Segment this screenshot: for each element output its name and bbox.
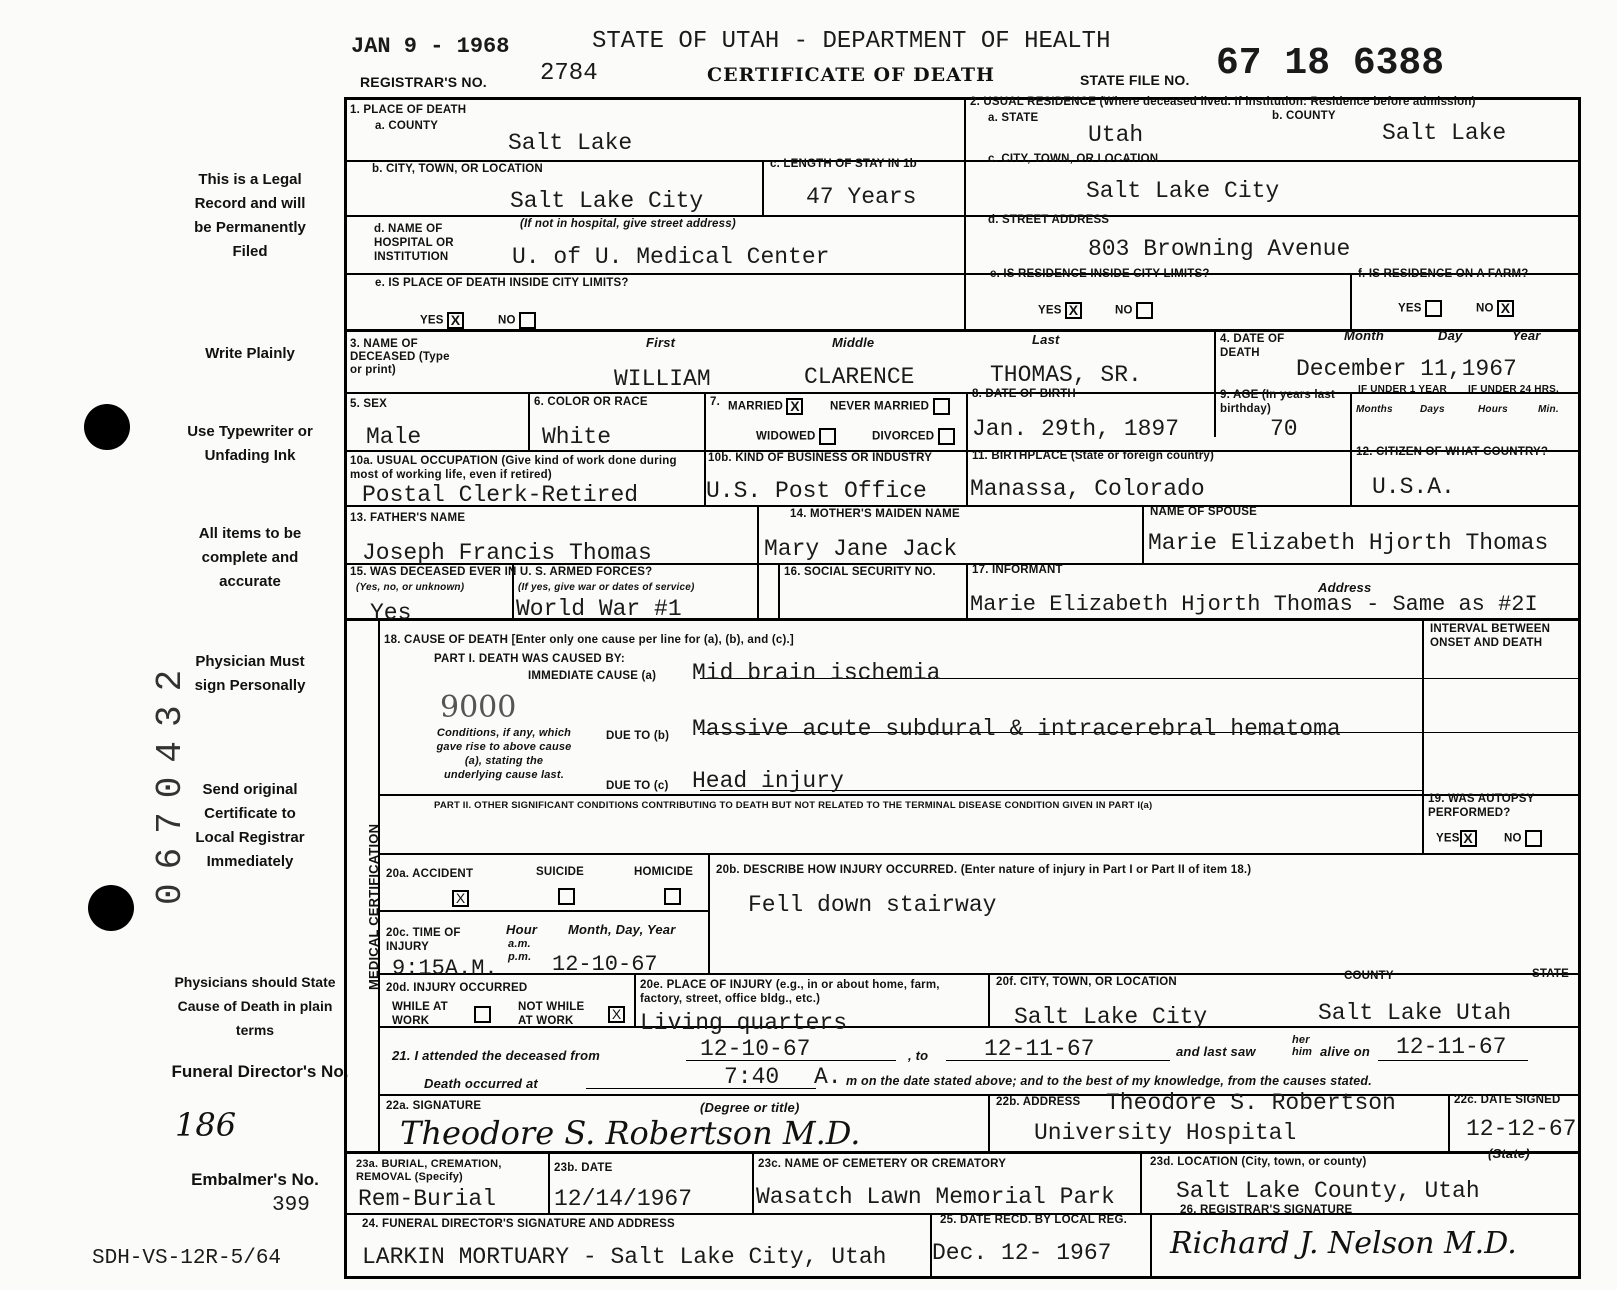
res-state: Utah xyxy=(1088,122,1144,148)
degree-label: (Degree or title) xyxy=(700,1100,800,1115)
address-22b-label: 22b. ADDRESS xyxy=(996,1096,1081,1108)
day-label: Day xyxy=(1438,328,1463,343)
year-label: Year xyxy=(1512,328,1541,343)
age-label: 9. AGE (In years last birthday) xyxy=(1220,389,1335,415)
hospital-hint: (If not in hospital, give street address) xyxy=(520,218,736,230)
first-name: WILLIAM xyxy=(614,366,711,392)
physician-signature: Theodore S. Robertson M.D. xyxy=(400,1114,861,1152)
am-pm-label: a.m. p.m. xyxy=(508,938,532,963)
registrar-no: 2784 xyxy=(540,60,598,87)
county-label: a. COUNTY xyxy=(375,120,439,132)
last-name: THOMAS, SR. xyxy=(990,362,1142,388)
mother-name: Mary Jane Jack xyxy=(764,536,958,562)
cemetery-label: 23c. NAME OF CEMETERY OR CREMATORY xyxy=(758,1158,1007,1170)
write-plainly-note: Write Plainly xyxy=(205,345,295,362)
punch-hole-bottom xyxy=(88,885,134,931)
occupation-label: 10a. USUAL OCCUPATION (Give kind of work done during most of working life, even if retired) xyxy=(350,455,677,481)
agency-title: STATE OF UTAH - DEPARTMENT OF HEALTH xyxy=(592,28,1111,55)
physician-sign-note: Physician Must sign Personally xyxy=(194,653,306,694)
hours-label: Hours xyxy=(1478,404,1508,415)
describe-injury-label: 20b. DESCRIBE HOW INJURY OCCURRED. (Enter nature of injury in Part I or Part II of item 18.) xyxy=(716,864,1252,876)
widowed-option[interactable]: WIDOWED xyxy=(756,428,836,445)
cause-a: Mid brain ischemia xyxy=(692,660,941,686)
months-label: Months xyxy=(1356,404,1393,415)
sex-label: 5. SEX xyxy=(350,398,387,410)
autopsy-no[interactable]: NO xyxy=(1504,830,1542,847)
funeral-director-label: Funeral Director's No. xyxy=(171,1062,349,1081)
funeral-home: LARKIN MORTUARY - Salt Lake City, Utah xyxy=(362,1244,887,1270)
accident-checkbox[interactable]: X xyxy=(452,890,469,908)
date-of-birth: Jan. 29th, 1897 xyxy=(972,416,1180,442)
inside-city-label: e. IS PLACE OF DEATH INSIDE CITY LIMITS? xyxy=(375,277,629,289)
typewriter-note: Use Typewriter or Unfading Ink xyxy=(187,423,313,464)
location-label: 23d. LOCATION (City, town, or county) xyxy=(1150,1156,1367,1168)
death-county: Salt Lake xyxy=(508,130,633,156)
inside-city-yes[interactable]: YES X xyxy=(420,312,464,329)
birthplace-label: 11. BIRTHPLACE (State or foreign country) xyxy=(972,450,1215,462)
date-of-injury: 12-10-67 xyxy=(552,952,658,977)
under-24-label: IF UNDER 24 HRS. xyxy=(1468,384,1559,395)
res-inside-no[interactable]: NO xyxy=(1115,302,1153,319)
injury-county-state: Salt Lake Utah xyxy=(1318,1000,1512,1026)
handwritten-code: 9000 xyxy=(440,690,517,725)
on-date-statement: m on the date stated above; and to the best of my knowledge, from the causes stated. xyxy=(846,1074,1372,1088)
homicide-checkbox[interactable] xyxy=(664,888,681,906)
under-1yr-label: IF UNDER 1 YEAR xyxy=(1358,384,1447,395)
signature-label: 22a. SIGNATURE xyxy=(386,1100,482,1112)
race: White xyxy=(542,424,612,450)
attended-to: 12-11-67 xyxy=(984,1036,1095,1062)
cause-c: Head injury xyxy=(692,768,844,794)
attended-label: 21. I attended the deceased from xyxy=(392,1048,600,1063)
time-of-injury: 9:15A.M. xyxy=(392,956,498,981)
race-label: 6. COLOR OR RACE xyxy=(534,396,648,408)
first-label: First xyxy=(646,335,676,350)
state-paren-label: (State) xyxy=(1488,1146,1530,1161)
physician-address: University Hospital xyxy=(1034,1120,1297,1146)
suicide-label: SUICIDE xyxy=(536,866,585,878)
not-while-work-checkbox[interactable]: X xyxy=(608,1006,625,1024)
immediate-cause-label: IMMEDIATE CAUSE (a) xyxy=(528,670,657,682)
to-label: , to xyxy=(908,1048,929,1063)
attended-from: 12-10-67 xyxy=(700,1036,811,1062)
injury-description: Fell down stairway xyxy=(748,892,997,918)
due-to-c-label: DUE TO (c) xyxy=(606,780,669,792)
punch-hole-top xyxy=(84,404,130,450)
send-original-note: Send original Certificate to Local Registrar Immediately xyxy=(195,781,305,870)
occupation: Postal Clerk-Retired xyxy=(362,482,639,508)
injury-city: Salt Lake City xyxy=(1014,1004,1208,1030)
hospital-name: U. of U. Medical Center xyxy=(512,244,830,270)
injury-state-label: STATE xyxy=(1532,968,1569,980)
inside-city-no[interactable]: NO xyxy=(498,312,536,329)
physician-name: Theodore S. Robertson xyxy=(1106,1090,1396,1116)
middle-name: CLARENCE xyxy=(804,364,915,390)
days-label: Days xyxy=(1420,404,1445,415)
due-to-b-label: DUE TO (b) xyxy=(606,730,670,742)
funeral-director-sig-label: 24. FUNERAL DIRECTOR'S SIGNATURE AND ADDRESS xyxy=(362,1218,675,1230)
date-signed: 12-12-67 xyxy=(1466,1116,1577,1142)
city-label: b. CITY, TOWN, OR LOCATION xyxy=(372,163,543,175)
her-him-label: her him xyxy=(1292,1034,1313,1058)
dob-label: 8. DATE OF BIRTH xyxy=(972,388,1076,400)
father-name: Joseph Francis Thomas xyxy=(362,540,652,566)
registrar-no-label: REGISTRAR'S NO. xyxy=(360,74,487,90)
mdy-label: Month, Day, Year xyxy=(568,922,676,937)
burial-date-label: 23b. DATE xyxy=(554,1162,613,1174)
death-time: 7:40 xyxy=(724,1064,780,1090)
embalmer-no: 399 xyxy=(272,1194,310,1217)
form-code: SDH-VS-12R-5/64 xyxy=(92,1247,282,1270)
death-ampm: A. xyxy=(814,1064,842,1090)
street-label: d. STREET ADDRESS xyxy=(988,214,1110,226)
complete-note: All items to be complete and accurate xyxy=(198,525,302,590)
state-file-no: 67 18 6388 xyxy=(1216,42,1445,85)
date-recd-label: 25. DATE RECD. BY LOCAL REG. xyxy=(940,1214,1128,1226)
document-title: CERTIFICATE OF DEATH xyxy=(707,64,995,86)
interval-label: INTERVAL BETWEEN ONSET AND DEATH xyxy=(1430,623,1551,649)
embalmer-label: Embalmer's No. xyxy=(191,1170,319,1189)
conditions-note: Conditions, if any, which gave rise to above cause (a), stating the underlying cause last. xyxy=(436,727,572,781)
not-while-work-label: NOT WHILE AT WORK xyxy=(518,1001,585,1027)
date-received: Dec. 12- 1967 xyxy=(932,1240,1112,1266)
part2-label: PART II. OTHER SIGNIFICANT CONDITIONS CONTRIBUTING TO DEATH BUT NOT RELATED TO THE TERMINAL DISEASE CONDITION GIVEN IN PART I(a) xyxy=(434,800,1153,811)
res-county-label: b. COUNTY xyxy=(1272,110,1336,122)
war-service: World War #1 xyxy=(516,596,682,622)
sex: Male xyxy=(366,424,422,450)
burial-date: 12/14/1967 xyxy=(554,1186,693,1212)
received-stamp: JAN 9 - 1968 xyxy=(351,34,510,59)
min-label: Min. xyxy=(1538,404,1559,415)
business-label: 10b. KIND OF BUSINESS OR INDUSTRY xyxy=(708,452,933,464)
middle-label: Middle xyxy=(832,335,875,350)
birthplace: Manassa, Colorado xyxy=(970,476,1205,502)
farm-label: f. IS RESIDENCE ON A FARM? xyxy=(1358,268,1529,280)
death-city: Salt Lake City xyxy=(510,188,704,214)
citizen: U.S.A. xyxy=(1372,474,1455,500)
res-inside-label: e. IS RESIDENCE INSIDE CITY LIMITS? xyxy=(990,268,1210,280)
part1-label: PART I. DEATH WAS CAUSED BY: xyxy=(434,653,625,665)
ssn-label: 16. SOCIAL SECURITY NO. xyxy=(784,566,936,578)
usual-residence-label: 2. USUAL RESIDENCE (Where deceased lived. If institution: Residence before admission) xyxy=(970,96,1476,108)
while-work-checkbox[interactable] xyxy=(474,1006,491,1024)
res-county: Salt Lake xyxy=(1382,120,1507,146)
res-city: Salt Lake City xyxy=(1086,178,1280,204)
injury-city-label: 20f. CITY, TOWN, OR LOCATION xyxy=(996,976,1177,988)
armed-hint-2: (If yes, give war or dates of service) xyxy=(518,582,695,593)
res-city-label: c. CITY, TOWN, OR LOCATION xyxy=(988,153,1159,165)
injury-county-label: COUNTY xyxy=(1344,970,1394,982)
length-stay-label: c. LENGTH OF STAY IN 1b xyxy=(770,158,917,170)
never-married-option[interactable]: NEVER MARRIED xyxy=(830,398,950,415)
mother-label: 14. MOTHER'S MAIDEN NAME xyxy=(790,508,960,520)
cause-label: 18. CAUSE OF DEATH [Enter only one cause per line for (a), (b), and (c).] xyxy=(384,634,794,646)
hour-label: Hour xyxy=(506,922,538,937)
place-injury-label: 20e. PLACE OF INJURY (e.g., in or about home, farm, factory, street, office bldg., etc.) xyxy=(640,979,940,1005)
informant-label: 17. INFORMANT xyxy=(972,564,1063,576)
accident-label: 20a. ACCIDENT xyxy=(386,868,474,880)
cause-plain-note: Physicians should State Cause of Death in plain terms xyxy=(174,974,336,1038)
funeral-director-no: 186 xyxy=(175,1106,237,1144)
time-injury-label: 20c. TIME OF INJURY xyxy=(386,927,461,953)
injury-occurred-label: 20d. INJURY OCCURRED xyxy=(386,982,528,994)
burial-location: Salt Lake County, Utah xyxy=(1176,1178,1480,1204)
length-stay: 47 Years xyxy=(806,184,917,210)
date-signed-label: 22c. DATE SIGNED xyxy=(1454,1094,1561,1106)
date-of-death: December 11,1967 xyxy=(1296,356,1517,382)
married-option[interactable]: MARRIED X xyxy=(728,398,803,415)
divorced-option[interactable]: DIVORCED xyxy=(872,428,955,445)
armed-forces-label: 15. WAS DECEASED EVER IN U. S. ARMED FORCES? xyxy=(350,566,653,578)
spouse-name: Marie Elizabeth Hjorth Thomas xyxy=(1148,530,1549,556)
res-inside-yes[interactable]: YES X xyxy=(1038,302,1082,319)
registrar-signature: Richard J. Nelson M.D. xyxy=(1170,1226,1517,1261)
age: 70 xyxy=(1270,416,1298,442)
street-address: 803 Browning Avenue xyxy=(1088,236,1351,262)
spouse-label: NAME OF SPOUSE xyxy=(1150,506,1257,518)
suicide-checkbox[interactable] xyxy=(558,888,575,906)
cemetery: Wasatch Lawn Memorial Park xyxy=(756,1184,1115,1210)
armed-hint-1: (Yes, no, or unknown) xyxy=(356,582,465,593)
place-of-injury: Living quarters xyxy=(640,1010,848,1036)
armed-forces: Yes xyxy=(370,600,412,626)
informant: Marie Elizabeth Hjorth Thomas - Same as #2I xyxy=(970,592,1538,617)
last-label: Last xyxy=(1032,332,1060,347)
autopsy-label: 19. WAS AUTOPSY PERFORMED? xyxy=(1428,793,1535,819)
business: U.S. Post Office xyxy=(706,478,927,504)
burial-label: 23a. BURIAL, CREMATION, REMOVAL (Specify) xyxy=(356,1158,502,1183)
legal-record-note: This is a Legal Record and will be Permanently Filed xyxy=(194,171,306,260)
farm-no[interactable]: NO X xyxy=(1476,300,1514,317)
autopsy-yes[interactable]: YES X xyxy=(1436,830,1477,847)
alive-on-label: alive on xyxy=(1320,1044,1371,1059)
while-work-label: WHILE AT WORK xyxy=(392,1001,448,1027)
citizen-label: 12. CITIZEN OF WHAT COUNTRY? xyxy=(1356,446,1549,458)
informant-address-label: Address xyxy=(1318,580,1372,595)
homicide-label: HOMICIDE xyxy=(634,866,694,878)
last-saw-label: and last saw xyxy=(1176,1044,1256,1059)
alive-on: 12-11-67 xyxy=(1396,1034,1507,1060)
month-label: Month xyxy=(1344,328,1384,343)
father-label: 13. FATHER'S NAME xyxy=(350,512,466,524)
cause-b: Massive acute subdural & intracerebral hematoma xyxy=(692,716,1341,742)
farm-yes[interactable]: YES xyxy=(1398,300,1442,317)
burial-type: Rem-Burial xyxy=(358,1186,497,1212)
name-deceased-label: 3. NAME OF DECEASED (Type or print) xyxy=(350,338,450,376)
registrar-sig-label: 26. REGISTRAR'S SIGNATURE xyxy=(1180,1204,1353,1216)
death-occurred-label: Death occurred at xyxy=(424,1076,538,1091)
date-death-label: 4. DATE OF DEATH xyxy=(1220,333,1285,359)
res-state-label: a. STATE xyxy=(988,112,1039,124)
state-file-label: STATE FILE NO. xyxy=(1080,72,1190,88)
place-of-death-label: 1. PLACE OF DEATH xyxy=(350,104,467,116)
hospital-label: d. NAME OF HOSPITAL OR INSTITUTION xyxy=(374,223,454,263)
